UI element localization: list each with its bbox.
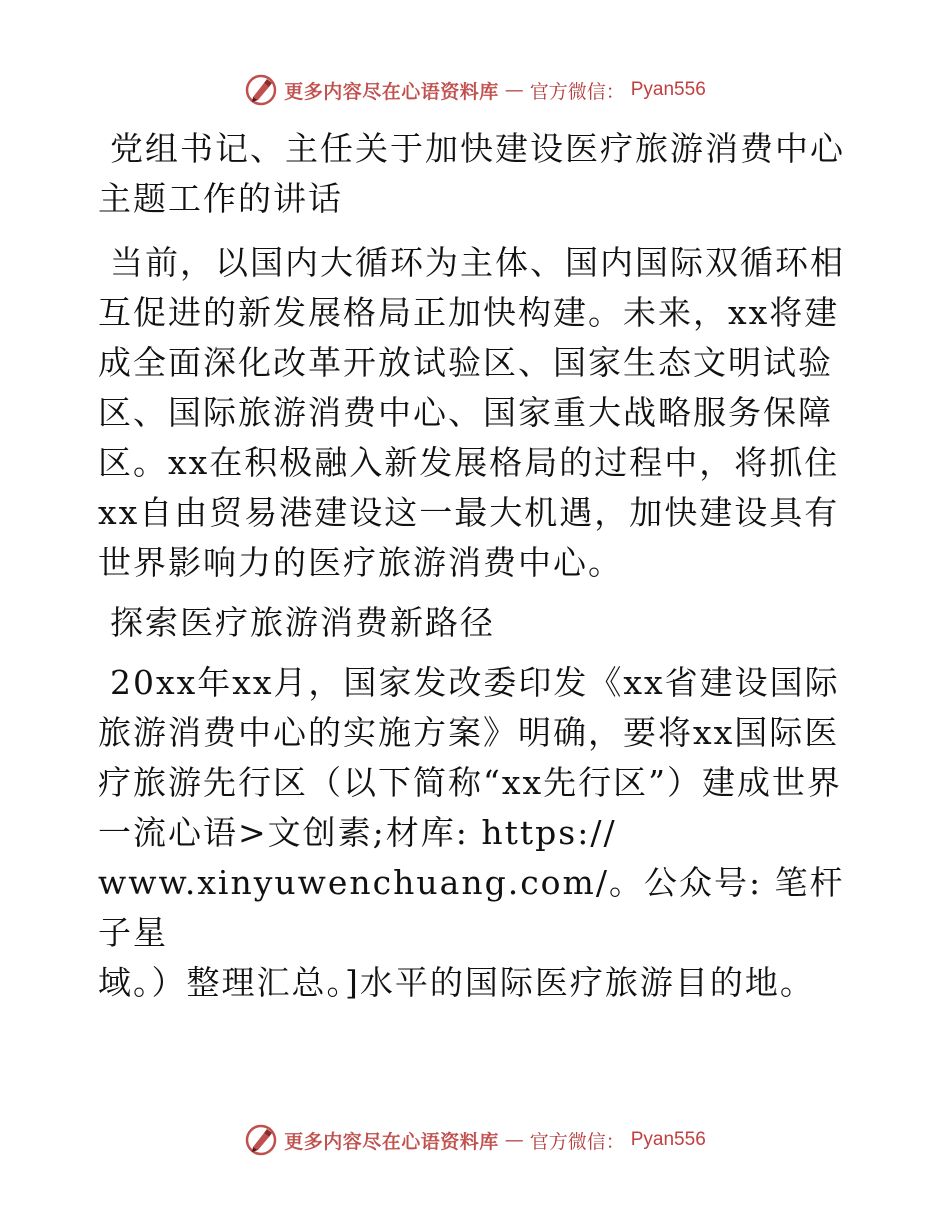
banner-separator: — xyxy=(504,1129,524,1151)
brand-text: 更多内容尽在心语资料库 xyxy=(284,1130,499,1153)
paragraph-plan-end: 域。）整理汇总。]水平的国际医疗旅游目的地。 xyxy=(98,963,815,1002)
paragraph-intro: 当前，以国内大循环为主体、国内国际双循环相互促进的新发展格局正加快构建。未来，xx将建成全面深化改革开放试验区、国家生态文明试验区、国际旅游消费中心、国家重大战略服务保障区。xx在积极融入新发展格局的过程中，将抓住xx自由贸易港建设这一最大机遇，加快建设具有世界影响力的医疗旅游消费中心。 xyxy=(98,243,845,582)
wechat-id: Pyan556 xyxy=(630,1129,706,1150)
document-body xyxy=(98,124,858,1018)
brand-logo-icon xyxy=(244,1123,278,1157)
paragraph-plan: 20xx年xx月，国家发改委印发《xx省建设国际旅游消费中心的实施方案》明确，要将xx国际医疗旅游先行区（以下简称“xx先行区”）建成世界一流心语>文创素;材库: https:// xyxy=(98,663,842,852)
section-heading: 探索医疗旅游消费新路径 xyxy=(110,603,495,642)
document-title: 党组书记、主任关于加快建设医疗旅游消费中心主题工作的讲话 xyxy=(98,129,845,218)
wechat-label: 官方微信： xyxy=(529,1130,625,1153)
brand-text: 更多内容尽在心语资料库 xyxy=(284,80,499,103)
wechat-id: Pyan556 xyxy=(630,79,706,100)
header-banner xyxy=(0,70,950,110)
brand-logo-icon xyxy=(244,73,278,107)
paragraph-plan-url-line: www.xinyuwenchuang.com/。公众号: 笔杆子星 xyxy=(98,863,845,952)
footer-banner xyxy=(0,1120,950,1160)
wechat-label: 官方微信： xyxy=(529,80,625,103)
banner-separator: — xyxy=(504,79,524,101)
